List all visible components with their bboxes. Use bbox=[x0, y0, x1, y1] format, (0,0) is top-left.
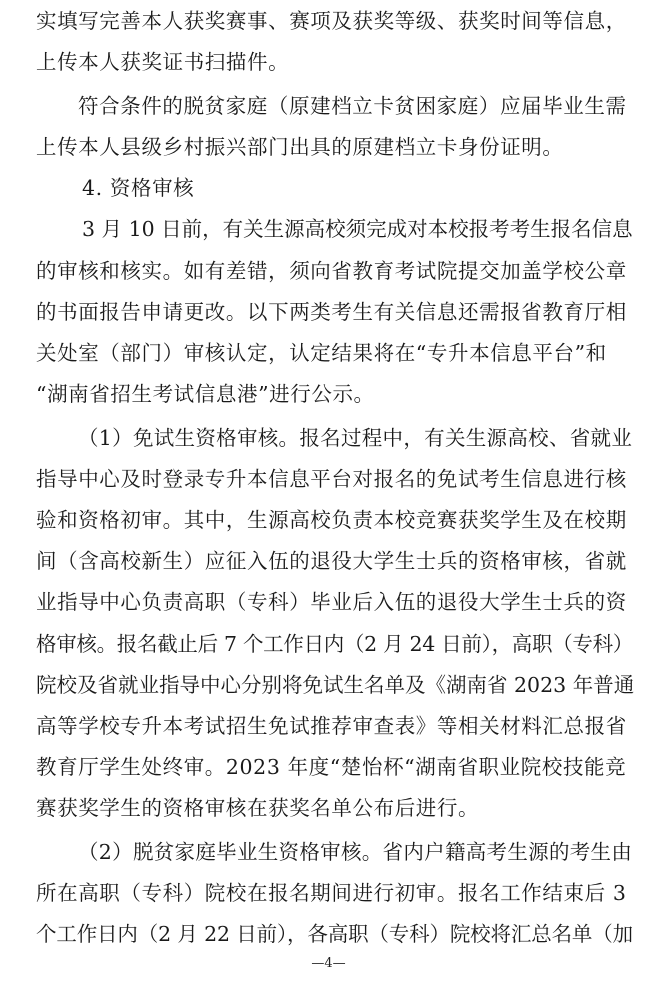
text-line: 关处室（部门）审核认定，认定结果将在“专升本信息平台”和 bbox=[36, 341, 607, 365]
text-line: 间（含高校新生）应征入伍的退役大学生士兵的资格审核，省就 bbox=[36, 549, 627, 573]
text-line: 的审核和核实。如有差错，须向省教育考试院提交加盖学校公章 bbox=[36, 259, 627, 283]
text-line: 上传本人县级乡村振兴部门出具的原建档立卡身份证明。 bbox=[36, 135, 564, 159]
text-line: （2）脱贫家庭毕业生资格审核。省内户籍高考生源的考生由 bbox=[78, 840, 633, 864]
section-heading: 4. 资格审核 bbox=[82, 176, 195, 200]
text-line: 所在高职（专科）院校在报名期间进行初审。报名工作结束后 3 bbox=[36, 881, 627, 905]
text-line: 验和资格初审。其中，生源高校负责本校竞赛获奖学生及在校期 bbox=[36, 508, 627, 532]
page-number: —4— bbox=[311, 956, 346, 971]
text-line: 业指导中心负责高职（专科）毕业后入伍的退役大学生士兵的资 bbox=[36, 590, 627, 614]
text-line: 个工作日内（2 月 22 日前），各高职（专科）院校将汇总名单（加 bbox=[36, 922, 633, 946]
text-line: 实填写完善本人获奖赛事、赛项及获奖等级、获奖时间等信息， bbox=[36, 9, 627, 33]
text-line: 符合条件的脱贫家庭（原建档立卡贫困家庭）应届毕业生需 bbox=[78, 94, 627, 118]
text-line: 指导中心及时登录专升本信息平台对报名的免试考生信息进行核 bbox=[36, 467, 627, 491]
text-line: “湖南省招生考试信息港”进行公示。 bbox=[36, 382, 375, 406]
text-line: 教育厅学生处终审。2023 年度“楚怡杯“湖南省职业院校技能竞 bbox=[36, 755, 627, 779]
text-line: 院校及省就业指导中心分别将免试生名单及《湖南省 2023 年普通 bbox=[36, 673, 635, 697]
text-line: 赛获奖学生的资格审核在获奖名单公布后进行。 bbox=[36, 796, 480, 820]
text-line: 上传本人获奖证书扫描件。 bbox=[36, 50, 290, 74]
text-line: 高等学校专升本考试招生免试推荐审查表》等相关材料汇总报省 bbox=[36, 714, 627, 738]
text-line: （1）免试生资格审核。报名过程中，有关生源高校、省就业 bbox=[78, 426, 633, 450]
text-line: 格审核。报名截止后 7 个工作日内（2 月 24 日前），高职（专科） bbox=[36, 632, 634, 656]
text-line: 3 月 10 日前，有关生源高校须完成对本校报考考生报名信息 bbox=[82, 217, 633, 241]
text-line: 的书面报告申请更改。以下两类考生有关信息还需报省教育厅相 bbox=[36, 300, 627, 324]
